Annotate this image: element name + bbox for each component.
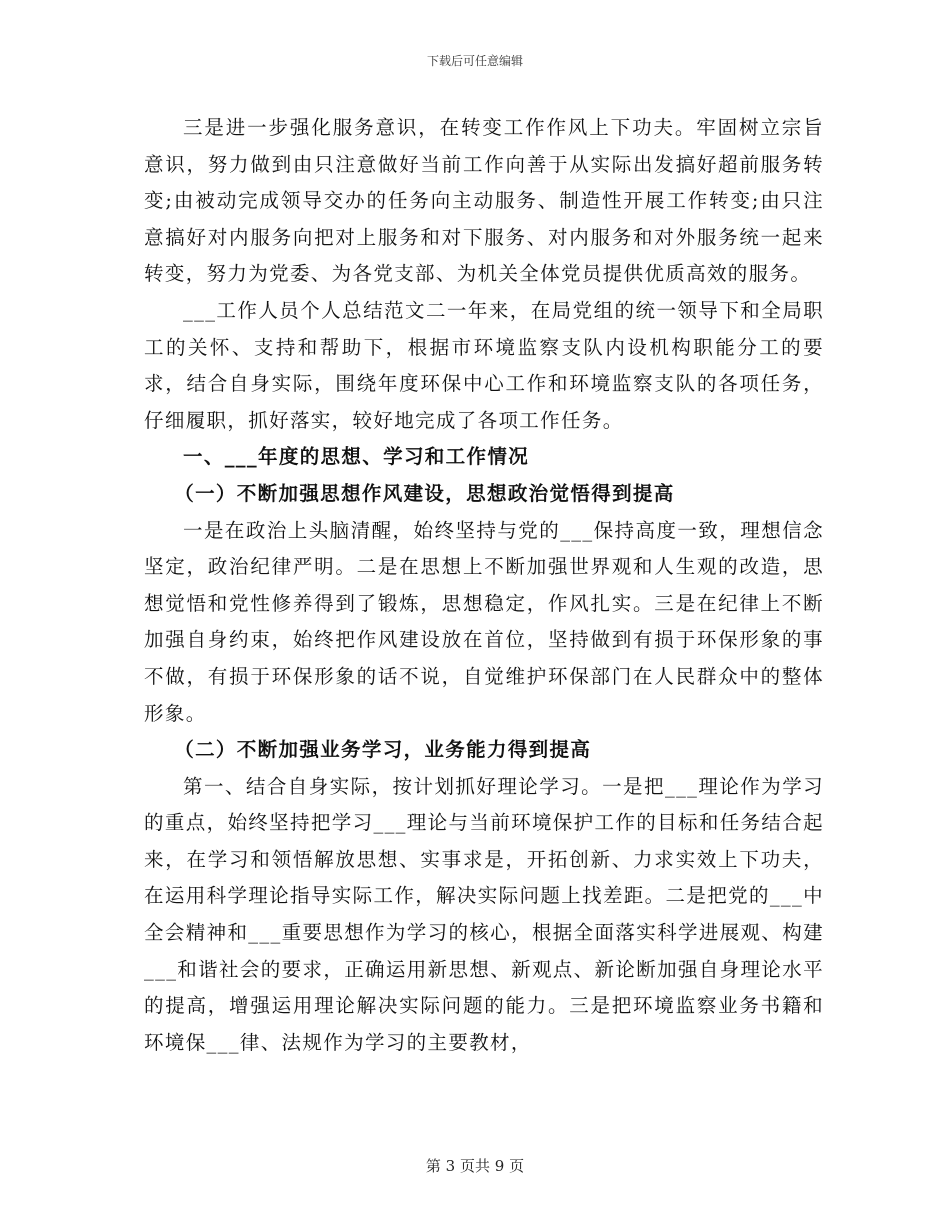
- paragraph-summary-intro: ___工作人员个人总结范文二一年来，在局党组的统一领导下和全局职工的关怀、支持和帮助下，根据市环境监察支队内设机构职能分工的要求，结合自身实际，围绕年度环保中心工作和环境监察支队的各项任务，仔细履职，抓好落实，较好地完成了各项工作任务。: [144, 298, 824, 432]
- paragraph-business-study: 第一、结合自身实际，按计划抓好理论学习。一是把___理论作为学习的重点，始终坚持把学习___理论与当前环境保护工作的目标和任务结合起来，在学习和领悟解放思想、实事求是，开拓创新、力求实效上下功夫，在运用科学理论指导实际工作，解决实际问题上找差距。二是把党的___中全会精神和___重要思想作为学习的核心，根据全面落实科学进展观、构建___和谐社会的要求，正确运用新思想、新观点、新论断加强自身理论水平的提高，增强运用理论解决实际问题的能力。三是把环境监察业务书籍和环境保___律、法规作为学习的主要教材，: [144, 774, 824, 1054]
- section-heading-1: 一、___年度的思想、学习和工作情况: [183, 445, 530, 469]
- paragraph-service-awareness: 三是进一步强化服务意识，在转变工作作风上下功夫。牢固树立宗旨意识，努力做到由只注意做好当前工作向善于从实际出发搞好超前服务转变;由被动完成领导交办的任务向主动服务、制造性开展工作转变;由只注意搞好对内服务向把对上服务和对下服务、对内服务和对外服务统一起来转变，努力为党委、为各党支部、为机关全体党员提供优质高效的服务。: [144, 116, 824, 286]
- subsection-heading-1: （一）不断加强思想作风建设，思想政治觉悟得到提高: [174, 481, 675, 505]
- page-number: 第 3 页共 9 页: [425, 1157, 525, 1175]
- paragraph-political-awareness: 一是在政治上头脑清醒，始终坚持与党的___保持高度一致，理想信念坚定，政治纪律严明。二是在思想上不断加强世界观和人生观的改造，思想觉悟和党性修养得到了锻炼，思想稳定，作风扎实。三是在纪律上不断加强自身约束，始终把作风建设放在首位，坚持做到有损于环保形象的事不做，有损于环保形象的话不说，自觉维护环保部门在人民群众中的整体形象。: [144, 518, 824, 725]
- page-header: 下载后可任意编辑: [426, 54, 523, 68]
- document-body: [144, 110, 824, 1061]
- subsection-heading-2: （二）不断加强业务学习，业务能力得到提高: [174, 738, 592, 762]
